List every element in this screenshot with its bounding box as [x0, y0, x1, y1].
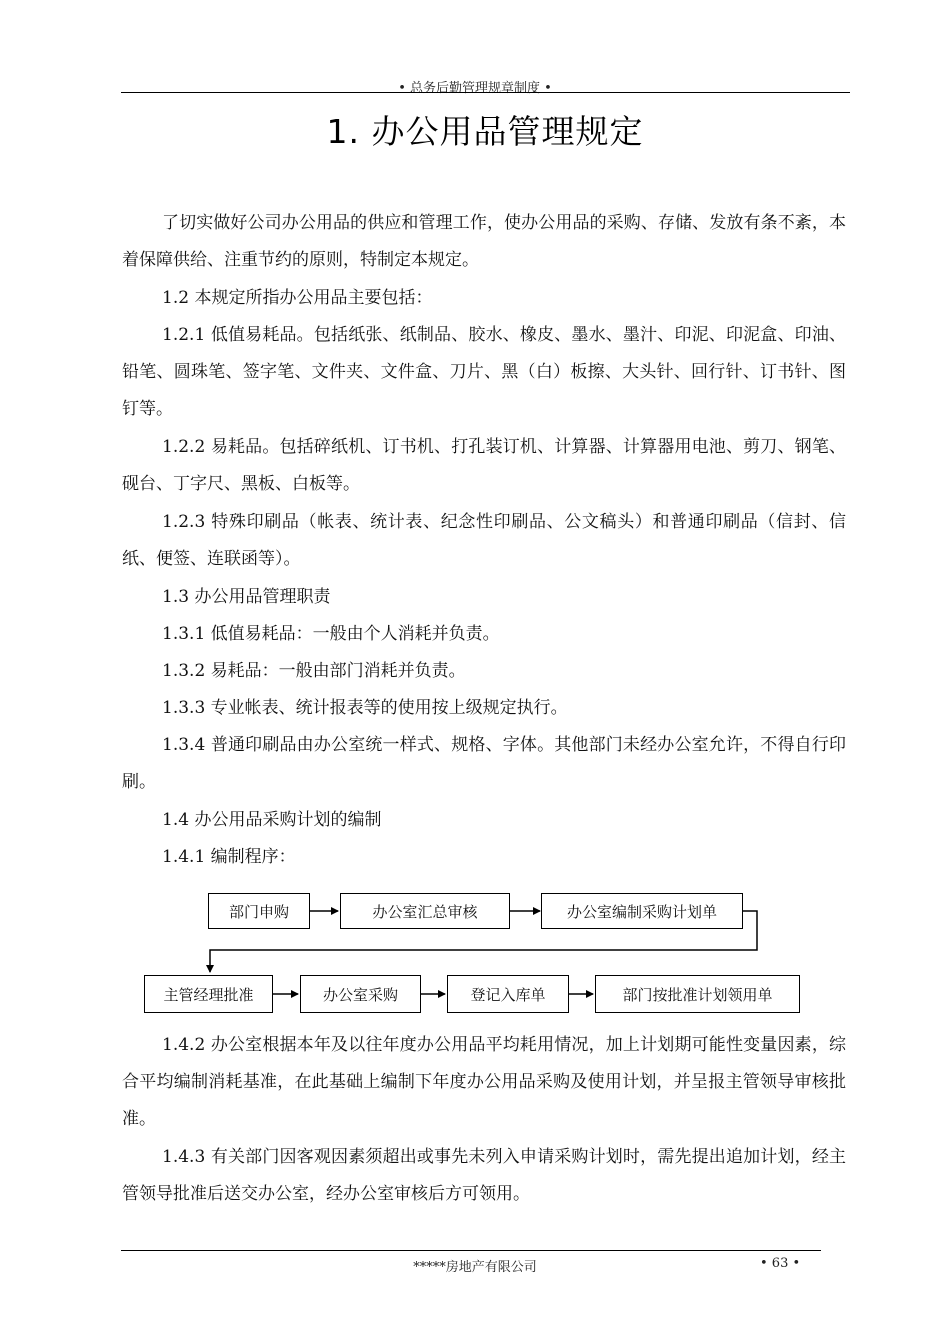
section-1-3-2: 1.3.2 易耗品：一般由部门消耗并负责。: [162, 661, 466, 681]
header-divider: [121, 92, 850, 93]
flow-step-office-purchase: 办公室采购: [300, 975, 421, 1013]
section-1-4-3: 1.4.3 有关部门因客观因素须超出或事先未列入申请采购计划时，需先提出追加计划，经主管领导批准后送交办公室，经办公室审核后方可领用。: [122, 1147, 846, 1204]
footer-divider: [121, 1250, 821, 1251]
section-1-4-1: 1.4.1 编制程序：: [162, 847, 296, 867]
footer-company: *****房地产有限公司: [413, 1260, 537, 1275]
flow-step-plan-sheet: 办公室编制采购计划单: [541, 893, 743, 929]
running-header: • 总务后勤管理规章制度 •: [398, 81, 552, 96]
section-1-2: 1.2 本规定所指办公用品主要包括：: [162, 288, 433, 308]
section-1-2-3: 1.2.3 特殊印刷品（帐表、统计表、纪念性印刷品、公文稿头）和普通印刷品（信封、信纸、便签、连联函等）。: [122, 512, 846, 569]
section-1-3-3: 1.3.3 专业帐表、统计报表等的使用按上级规定执行。: [162, 698, 568, 718]
section-1-4: 1.4 办公用品采购计划的编制: [162, 810, 382, 830]
flow-step-dept-request: 部门申购: [208, 893, 310, 929]
flow-step-manager-approve: 主管经理批准: [144, 975, 273, 1013]
section-1-4-2: 1.4.2 办公室根据本年及以往年度办公用品平均耗用情况，加上计划期可能性变量因素，综合平均编制消耗基准，在此基础上编制下年度办公用品采购及使用计划，并呈报主管领导审核批准。: [122, 1035, 846, 1129]
page-title: 1. 办公用品管理规定: [326, 112, 644, 151]
section-1-2-2: 1.2.2 易耗品。包括碎纸机、订书机、打孔装订机、计算器、计算器用电池、剪刀、钢笔、砚台、丁字尺、黑板、白板等。: [122, 437, 846, 494]
section-1-3-4: 1.3.4 普通印刷品由办公室统一样式、规格、字体。其他部门未经办公室允许，不得自行印刷。: [122, 735, 846, 792]
section-1-3-1: 1.3.1 低值易耗品：一般由个人消耗并负责。: [162, 624, 500, 644]
section-1-3: 1.3 办公用品管理职责: [162, 587, 331, 607]
flow-step-office-review: 办公室汇总审核: [340, 893, 510, 929]
section-1-2-1: 1.2.1 低值易耗品。包括纸张、纸制品、胶水、橡皮、墨水、墨汁、印泥、印泥盒、印油、铅笔、圆珠笔、签字笔、文件夹、文件盒、刀片、黑（白）板擦、大头针、回行针、订书针、图钉等。: [122, 325, 846, 419]
flow-step-stock-in: 登记入库单: [447, 975, 569, 1013]
flow-step-dept-collect: 部门按批准计划领用单: [595, 975, 800, 1013]
page-number: • 63 •: [760, 1256, 801, 1271]
intro-paragraph: 了切实做好公司办公用品的供应和管理工作，使办公用品的采购、存储、发放有条不紊，本着保障供给、注重节约的原则，特制定本规定。: [122, 213, 846, 270]
